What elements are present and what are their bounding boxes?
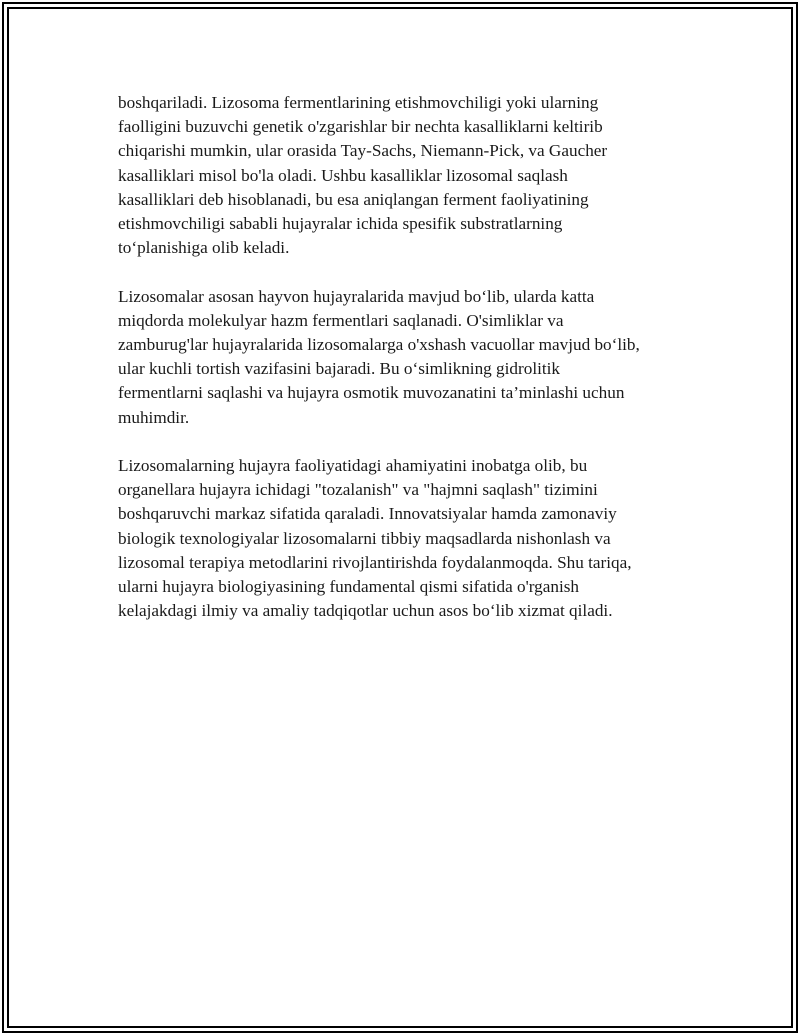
paragraph-lysosomal-diseases: boshqariladi. Lizosoma fermentlarining etishmovchiligi yoki ularning faolligini buzuvchi genetik o'zgarishlar bir nechta kasalliklarni keltirib chiqarishi mumkin, ular orasida Tay-Sachs, Niemann-Pick, va Gaucher kasalliklari misol bo'la oladi. Ushbu kasalliklar lizosomal saqlash kasalliklari deb hisoblanadi, bu esa aniqlangan ferment faoliyatining etishmovchiligi sababli hujayralar ichida spesifik substratlarning to‘planishiga olib keladi. (118, 93, 608, 258)
document-body (118, 91, 678, 648)
paragraph-lysosome-distribution: Lizosomalar asosan hayvon hujayralarida mavjud bo‘lib, ularda katta miqdorda molekulyar hazm fermentlari saqlanadi. O'simliklar va zamburug'lar hujayralarida lizosomalarga o'xshash vacuollar mavjud bo‘lib, ular kuchli tortish vazifasini bajaradi. Bu o‘simlikning gidrolitik fermentlarni saqlashi va hujayra osmotik muvozanatini ta’minlashi uchun muhimdir. (118, 286, 640, 427)
paragraph-lysosome-significance: Lizosomalarning hujayra faoliyatidagi ahamiyatini inobatga olib, bu organellara hujayra ichidagi "tozalanish" va "hajmni saqlash" tizimini boshqaruvchi markaz sifatida qaraladi. Innovatsiyalar hamda zamonaviy biologik texnologiyalar lizosomalarni tibbiy maqsadlarda nishonlash va lizosomal terapiya metodlarini rivojlantirishda foydalanmoqda. Shu tariqa, ularni hujayra biologiyasining fundamental qismi sifatida o'rganish kelajakdagi ilmiy va amaliy tadqiqotlar uchun asos bo‘lib xizmat qiladi. (118, 456, 632, 621)
